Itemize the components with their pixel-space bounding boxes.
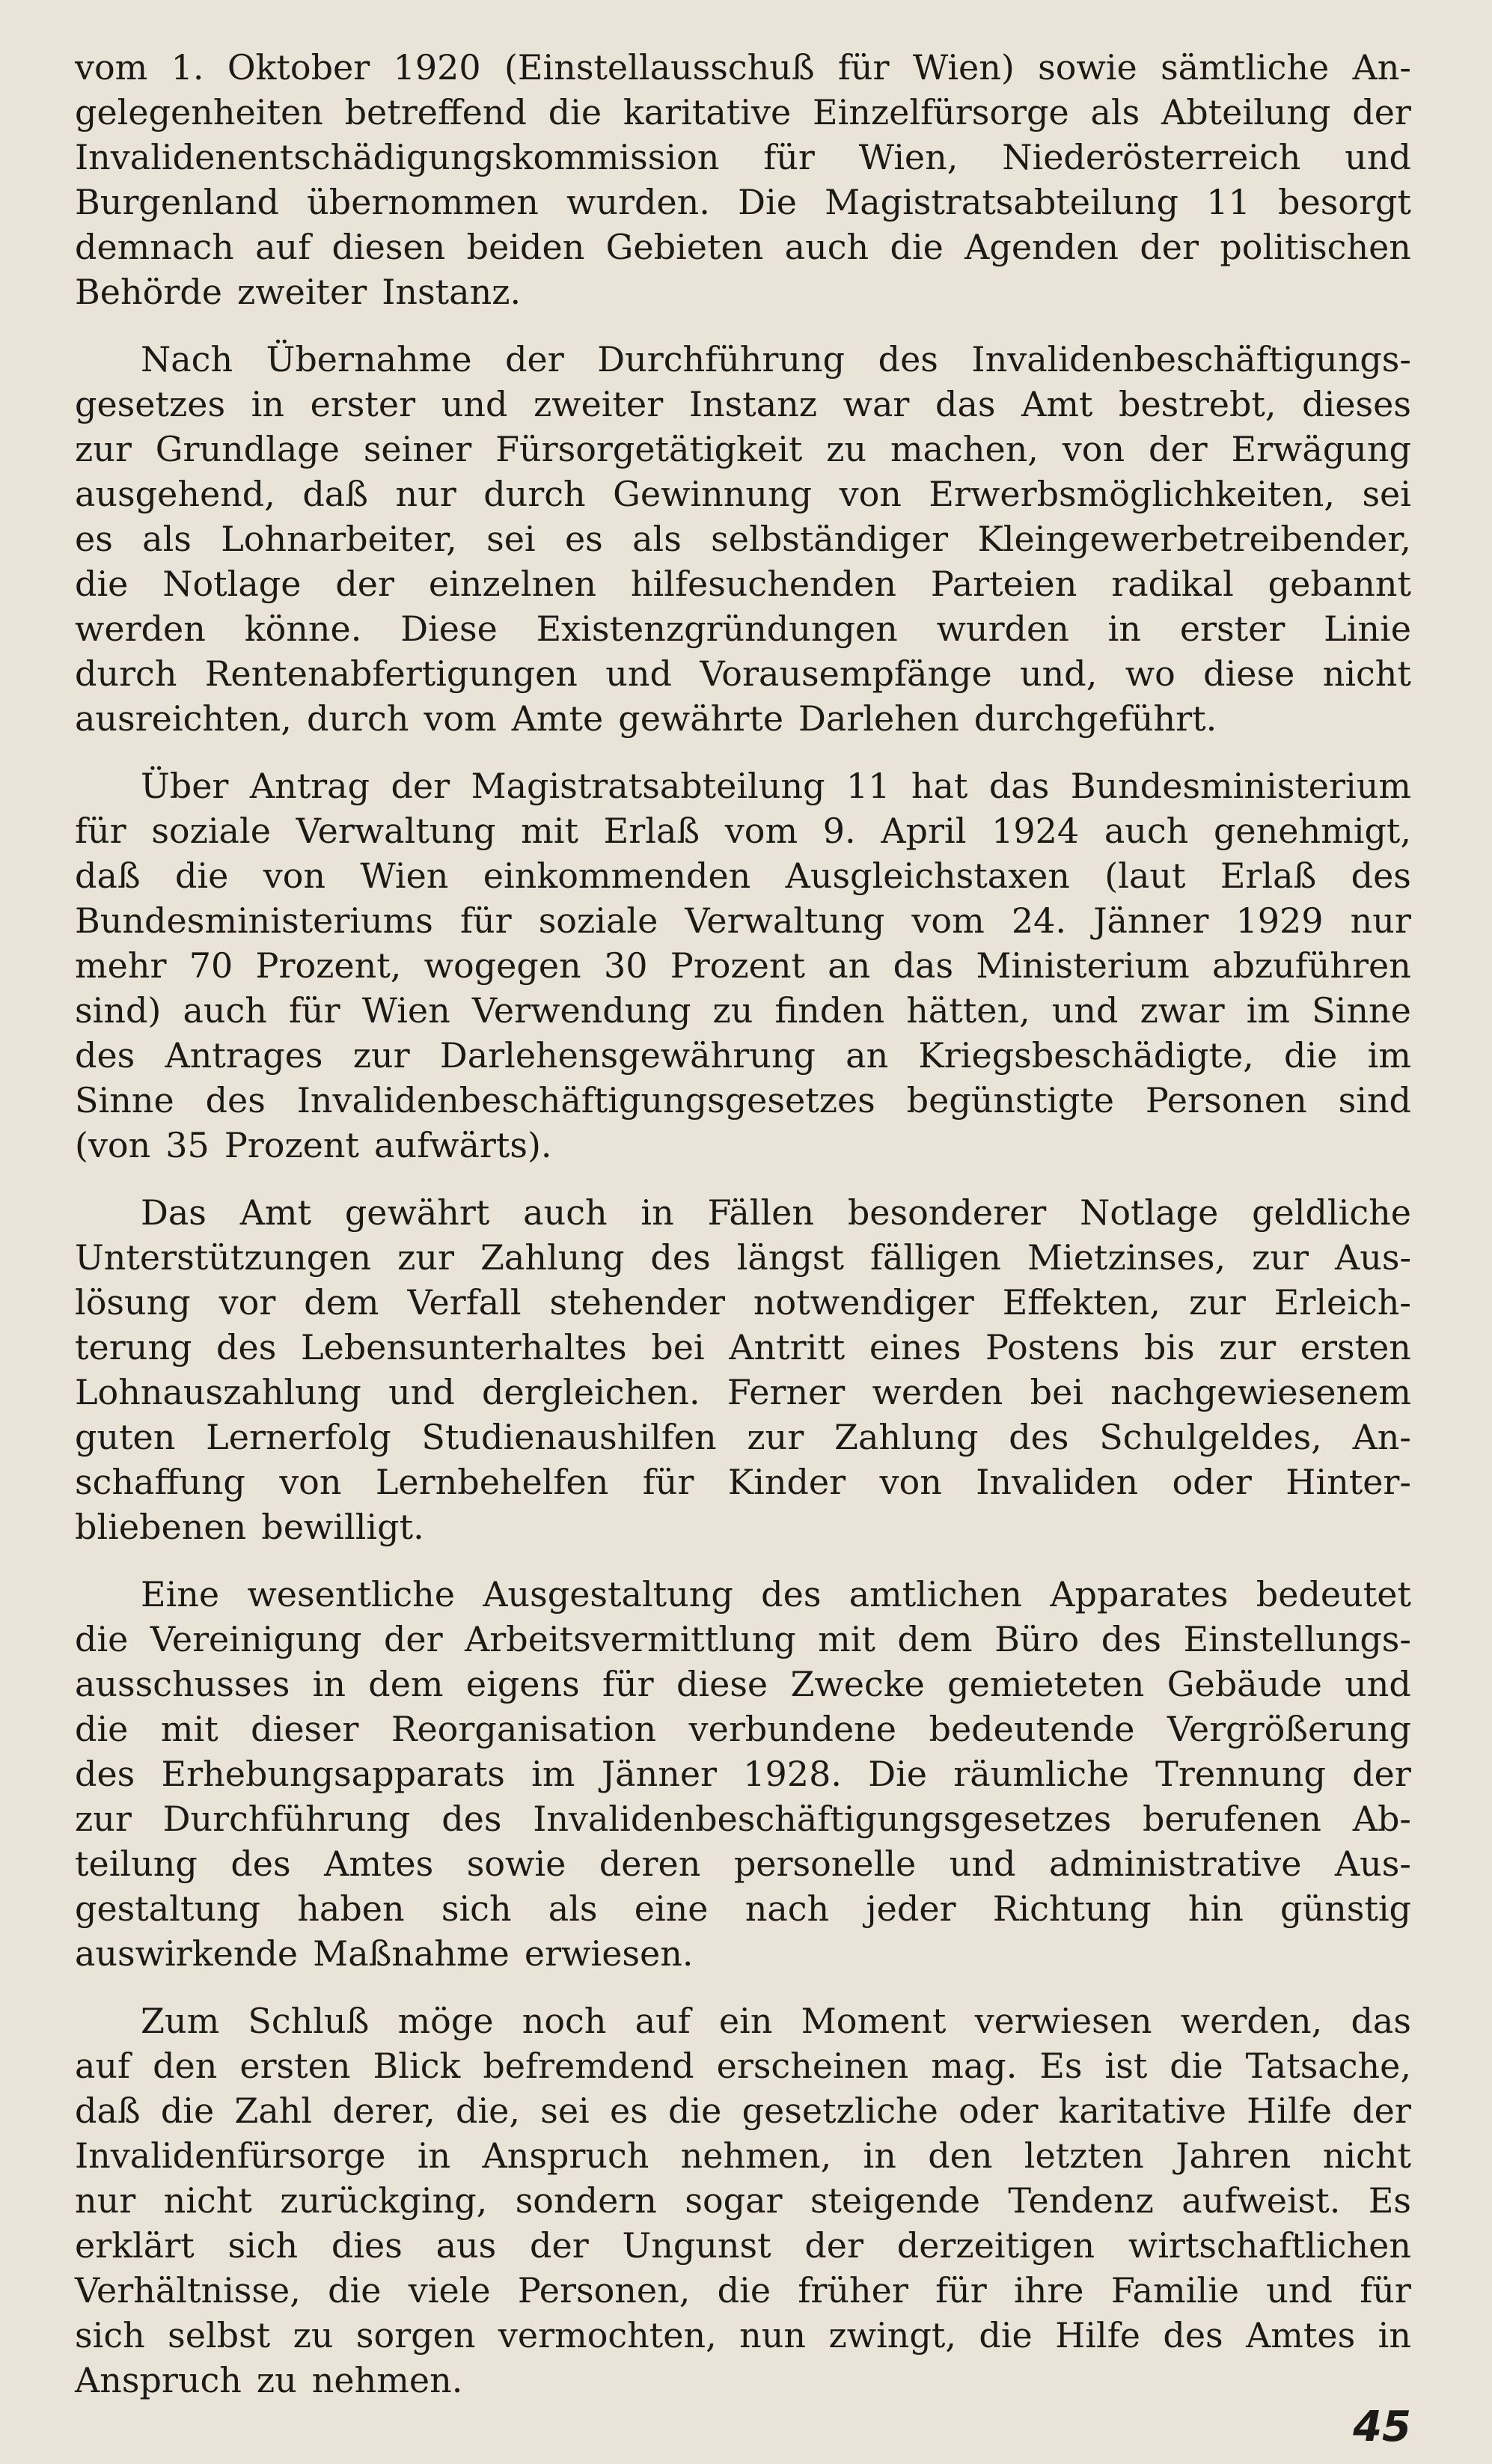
text-line: für soziale Verwaltung mit Erlaß vom 9. April 1924 auch genehmigt, <box>75 811 1411 851</box>
text-line: lösung vor dem Verfall stehender notwendiger Effekten, zur Erleich- <box>75 1282 1411 1323</box>
text-line: Burgenland übernommen wurden. Die Magistratsabteilung 11 besorgt <box>75 182 1411 222</box>
text-line: mehr 70 Prozent, wogegen 30 Prozent an das Ministerium abzuführen <box>75 945 1411 986</box>
text-line: ausreichten, durch vom Amte gewährte Darlehen durchgeführt. <box>75 698 1217 739</box>
text-line: Über Antrag der Magistratsabteilung 11 hat das Bundesministerium <box>141 766 1411 806</box>
paragraph <box>75 763 1411 1168</box>
text-line: daß die Zahl derer, die, sei es die gesetzliche oder karitative Hilfe der <box>75 2091 1411 2131</box>
text-line: Lohnauszahlung und dergleichen. Ferner werden bei nachgewiesenem <box>75 1372 1411 1412</box>
text-line: schaffung von Lernbehelfen für Kinder von Invaliden oder Hinter- <box>75 1462 1411 1502</box>
text-line: gestaltung haben sich als eine nach jeder Richtung hin günstig <box>75 1888 1411 1929</box>
text-line: erklärt sich dies aus der Ungunst der derzeitigen wirtschaftlichen <box>75 2225 1411 2266</box>
text-line: auf den ersten Blick befremdend erscheinen mag. Es ist die Tatsache, <box>75 2046 1411 2086</box>
text-line: es als Lohnarbeiter, sei es als selbständiger Kleingewerbetreibender, <box>75 519 1411 559</box>
text-line: des Antrages zur Darlehensgewährung an Kriegsbeschädigte, die im <box>75 1035 1411 1076</box>
text-line: des Erhebungsapparats im Jänner 1928. Die räumliche Trennung der <box>75 1754 1411 1794</box>
paragraph <box>75 337 1411 741</box>
text-line: gelegenheiten betreffend die karitative Einzelfürsorge als Abteilung der <box>75 92 1411 132</box>
text-line: durch Rentenabfertigungen und Vorausempfänge und, wo diese nicht <box>75 653 1411 694</box>
text-line: Bundesministeriums für soziale Verwaltung vom 24. Jänner 1929 nur <box>75 900 1411 941</box>
text-line: Das Amt gewährt auch in Fällen besonderer Notlage geldliche <box>141 1192 1411 1233</box>
paragraph <box>75 1190 1411 1549</box>
text-line: Zum Schluß möge noch auf ein Moment verwiesen werden, das <box>141 2001 1411 2041</box>
text-line: bliebenen bewilligt. <box>75 1507 424 1547</box>
text-line: gesetzes in erster und zweiter Instanz war das Amt bestrebt, dieses <box>75 384 1411 424</box>
text-line: sind) auch für Wien Verwendung zu finden hätten, und zwar im Sinne <box>75 990 1411 1031</box>
text-line: die Notlage der einzelnen hilfesuchenden Parteien radikal gebannt <box>75 564 1411 604</box>
text-line: vom 1. Oktober 1920 (Einstellausschuß für Wien) sowie sämtliche An- <box>75 47 1411 88</box>
text-line: die mit dieser Reorganisation verbundene bedeutende Vergrößerung <box>75 1709 1411 1749</box>
text-line: Invalidenfürsorge in Anspruch nehmen, in den letzten Jahren nicht <box>75 2135 1411 2176</box>
page-number: 45 <box>1353 2403 1411 2451</box>
text-line: terung des Lebensunterhaltes bei Antritt eines Postens bis zur ersten <box>75 1327 1411 1367</box>
text-line: auswirkende Maßnahme erwiesen. <box>75 1933 694 1974</box>
paragraph <box>75 1572 1411 1976</box>
text-line: ausschusses in dem eigens für diese Zwecke gemieteten Gebäude und <box>75 1664 1411 1704</box>
paragraph <box>75 45 1411 314</box>
text-line: Sinne des Invalidenbeschäftigungsgesetzes begünstigte Personen sind <box>75 1080 1411 1120</box>
paragraph <box>75 1998 1411 2403</box>
text-line: zur Durchführung des Invalidenbeschäftigungsgesetzes berufenen Ab- <box>75 1799 1411 1839</box>
text-line: sich selbst zu sorgen vermochten, nun zwingt, die Hilfe des Amtes in <box>75 2315 1411 2355</box>
text-line: Nach Übernahme der Durchführung des Invalidenbeschäftigungs- <box>141 339 1411 379</box>
text-line: zur Grundlage seiner Fürsorgetätigkeit zu machen, von der Erwägung <box>75 429 1411 469</box>
text-line: guten Lernerfolg Studienaushilfen zur Zahlung des Schulgeldes, An- <box>75 1417 1411 1457</box>
text-line: Invalidenentschädigungskommission für Wien, Niederösterreich und <box>75 137 1411 177</box>
text-line: nur nicht zurückging, sondern sogar steigende Tendenz aufweist. Es <box>75 2180 1411 2221</box>
text-line: Unterstützungen zur Zahlung des längst fälligen Mietzinses, zur Aus- <box>75 1237 1411 1278</box>
text-line: demnach auf diesen beiden Gebieten auch die Agenden der politischen <box>75 227 1411 267</box>
text-line: Anspruch zu nehmen. <box>75 2360 463 2400</box>
text-line: Eine wesentliche Ausgestaltung des amtlichen Apparates bedeutet <box>141 1574 1411 1614</box>
text-line: die Vereinigung der Arbeitsvermittlung mit dem Büro des Einstellungs- <box>75 1619 1411 1659</box>
text-line: (von 35 Prozent aufwärts). <box>75 1125 552 1165</box>
text-line: daß die von Wien einkommenden Ausgleichstaxen (laut Erlaß des <box>75 856 1411 896</box>
text-line: teilung des Amtes sowie deren personelle und administrative Aus- <box>75 1844 1411 1884</box>
text-line: werden könne. Diese Existenzgründungen wurden in erster Linie <box>75 609 1411 649</box>
page-body <box>75 45 1411 2440</box>
text-line: Verhältnisse, die viele Personen, die früher für ihre Familie und für <box>75 2270 1411 2311</box>
text-line: Behörde zweiter Instanz. <box>75 272 522 312</box>
text-line: ausgehend, daß nur durch Gewinnung von Erwerbsmöglichkeiten, sei <box>75 474 1411 514</box>
text-column <box>75 45 1411 2403</box>
